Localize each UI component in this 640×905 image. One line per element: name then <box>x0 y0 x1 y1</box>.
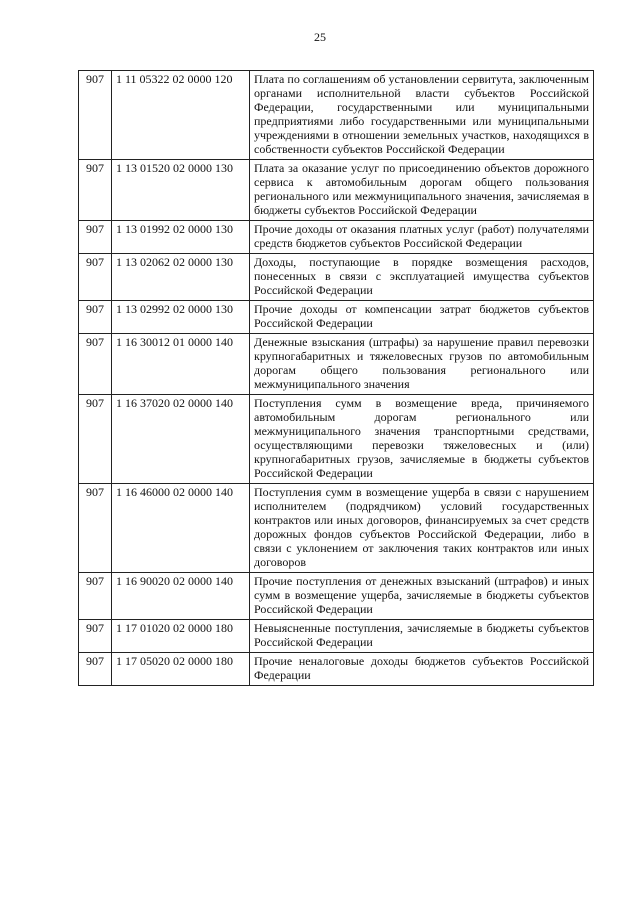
budget-classification-code-cell: 1 13 02062 02 0000 130 <box>112 254 250 301</box>
administrator-code-cell: 907 <box>79 620 112 653</box>
administrator-code-cell: 907 <box>79 653 112 686</box>
table-row <box>79 254 594 301</box>
table-row <box>79 395 594 484</box>
administrator-code-cell: 907 <box>79 254 112 301</box>
administrator-code-cell: 907 <box>79 71 112 160</box>
revenue-description-cell: Плата по соглашениям об установлении сервитута, заключенным органами исполнительной власти субъектов Российской Федерации, государственными или муниципальными предприятиями либо государственными или муниципальными учреждениями в отношении земельных участков, находящихся в собственности субъектов Российской Федерации <box>250 71 594 160</box>
budget-classification-code-cell: 1 13 02992 02 0000 130 <box>112 301 250 334</box>
revenue-description-cell: Денежные взыскания (штрафы) за нарушение правил перевозки крупногабаритных и тяжеловесных грузов по автомобильным дорогам общего пользования регионального или межмуниципального значения <box>250 334 594 395</box>
page-number: 25 <box>314 30 326 44</box>
revenue-codes-table <box>78 70 594 686</box>
revenue-description-cell: Плата за оказание услуг по присоединению объектов дорожного сервиса к автомобильным дорогам общего пользования регионального или межмуниципального значения, зачисляемая в бюджеты субъектов Российской Федерации <box>250 160 594 221</box>
revenue-description-cell: Невыясненные поступления, зачисляемые в бюджеты субъектов Российской Федерации <box>250 620 594 653</box>
budget-classification-code-cell: 1 16 37020 02 0000 140 <box>112 395 250 484</box>
table-row <box>79 484 594 573</box>
table-row <box>79 160 594 221</box>
table-row <box>79 301 594 334</box>
table-row <box>79 221 594 254</box>
budget-classification-code-cell: 1 16 46000 02 0000 140 <box>112 484 250 573</box>
revenue-description-cell: Поступления сумм в возмещение ущерба в связи с нарушением исполнителем (подрядчиком) условий государственных контрактов или иных договоров, финансируемых за счет средств дорожных фондов субъектов Российской Федерации, либо в связи с уклонением от заключения таких контрактов или иных договоров <box>250 484 594 573</box>
revenue-description-cell: Прочие доходы от компенсации затрат бюджетов субъектов Российской Федерации <box>250 301 594 334</box>
budget-classification-code-cell: 1 16 90020 02 0000 140 <box>112 573 250 620</box>
revenue-description-cell: Прочие доходы от оказания платных услуг (работ) получателями средств бюджетов субъектов Российской Федерации <box>250 221 594 254</box>
administrator-code-cell: 907 <box>79 221 112 254</box>
revenue-description-cell: Прочие поступления от денежных взысканий (штрафов) и иных сумм в возмещение ущерба, зачисляемые в бюджеты субъектов Российской Федерации <box>250 573 594 620</box>
administrator-code-cell: 907 <box>79 301 112 334</box>
administrator-code-cell: 907 <box>79 160 112 221</box>
budget-classification-code-cell: 1 11 05322 02 0000 120 <box>112 71 250 160</box>
revenue-description-cell: Поступления сумм в возмещение вреда, причиняемого автомобильным дорогам регионального или межмуниципального значения транспортными средствами, осуществляющими перевозки тяжеловесных и (или) крупногабаритных грузов, зачисляемые в бюджеты субъектов Российской Федерации <box>250 395 594 484</box>
administrator-code-cell: 907 <box>79 573 112 620</box>
budget-classification-code-cell: 1 16 30012 01 0000 140 <box>112 334 250 395</box>
budget-classification-code-cell: 1 17 01020 02 0000 180 <box>112 620 250 653</box>
revenue-description-cell: Прочие неналоговые доходы бюджетов субъектов Российской Федерации <box>250 653 594 686</box>
administrator-code-cell: 907 <box>79 334 112 395</box>
revenue-description-cell: Доходы, поступающие в порядке возмещения расходов, понесенных в связи с эксплуатацией имущества субъектов Российской Федерации <box>250 254 594 301</box>
table-row <box>79 620 594 653</box>
table-row <box>79 71 594 160</box>
budget-classification-code-cell: 1 13 01520 02 0000 130 <box>112 160 250 221</box>
budget-classification-code-cell: 1 17 05020 02 0000 180 <box>112 653 250 686</box>
administrator-code-cell: 907 <box>79 484 112 573</box>
budget-classification-code-cell: 1 13 01992 02 0000 130 <box>112 221 250 254</box>
administrator-code-cell: 907 <box>79 395 112 484</box>
table-row <box>79 334 594 395</box>
table-row <box>79 573 594 620</box>
table-row <box>79 653 594 686</box>
table-body <box>79 71 594 686</box>
